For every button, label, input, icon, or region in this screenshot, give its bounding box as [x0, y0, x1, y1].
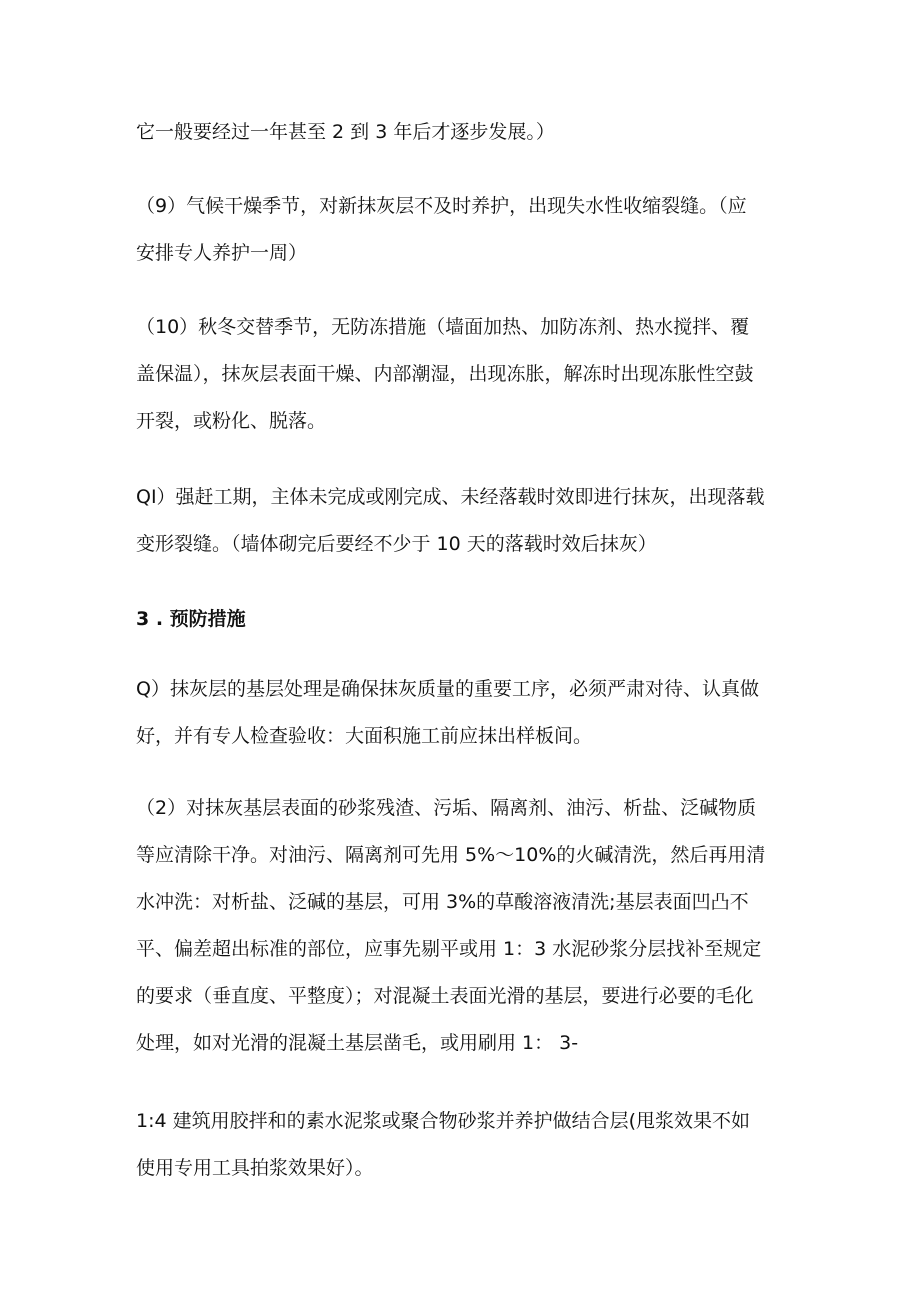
text-line: 安排专人养护一周）: [136, 242, 308, 264]
text-line: （9）气候干燥季节，对新抹灰层不及时养护，出现失水性收缩裂缝。（应: [136, 195, 747, 217]
text-line: （2）对抹灰基层表面的砂浆残渣、污垢、隔离剂、油污、析盐、泛碱物质: [136, 797, 757, 819]
text-line: 1:4 建筑用胶拌和的素水泥浆或聚合物砂浆并养护做结合层(甩浆效果不如: [136, 1110, 751, 1132]
paragraph-7: [136, 785, 796, 1067]
text-line: 使用专用工具拍浆效果好）。: [136, 1157, 374, 1179]
paragraph-2: [136, 183, 796, 277]
text-line: 开裂，或粉化、脱落。: [136, 410, 327, 432]
heading-text: 3 . 预防措施: [136, 608, 246, 630]
text-line: 它一般要经过一年甚至 2 到 3 年后才逐步发展。）: [136, 121, 555, 143]
text-line: 变形裂缝。（墙体砌完后要经不少于 10 天的落载时效后抹灰）: [136, 533, 657, 555]
section-heading: [136, 596, 796, 643]
paragraph-4: [136, 474, 796, 568]
paragraph-6: [136, 666, 796, 760]
text-line: 等应清除干净。对油污、隔离剂可先用 5%～10%的火碱清洗，然后再用清: [136, 844, 766, 866]
paragraph-1: [136, 109, 796, 156]
text-line: 的要求（垂直度、平整度）；对混凝土表面光滑的基层，要进行必要的毛化: [136, 985, 754, 1007]
text-line: QI）强赶工期，主体未完成或刚完成、未经落载时效即进行抹灰，出现落载: [136, 486, 765, 508]
text-line: 盖保温），抹灰层表面干燥、内部潮湿，出现冻胀，解冻时出现冻胀性空鼓: [136, 363, 754, 385]
text-line: 平、偏差超出标准的部位，应事先剔平或用 1：3 水泥砂浆分层找补至规定: [136, 938, 762, 960]
paragraph-8: [136, 1098, 796, 1192]
text-line: 处理，如对光滑的混凝土基层凿毛，或用刷用 1： 3-: [136, 1032, 579, 1054]
text-line: Q）抹灰层的基层处理是确保抹灰质量的重要工序，必须严肃对待、认真做: [136, 678, 759, 700]
text-line: 水冲洗：对析盐、泛碱的基层，可用 3%的草酸溶液清洗;基层表面凹凸不: [136, 891, 749, 913]
text-line: （10）秋冬交替季节，无防冻措施（墙面加热、加防冻剂、热水搅拌、覆: [136, 316, 750, 338]
paragraph-3: [136, 304, 796, 445]
text-line: 好，并有专人检查验收：大面积施工前应抹出样板间。: [136, 725, 593, 747]
